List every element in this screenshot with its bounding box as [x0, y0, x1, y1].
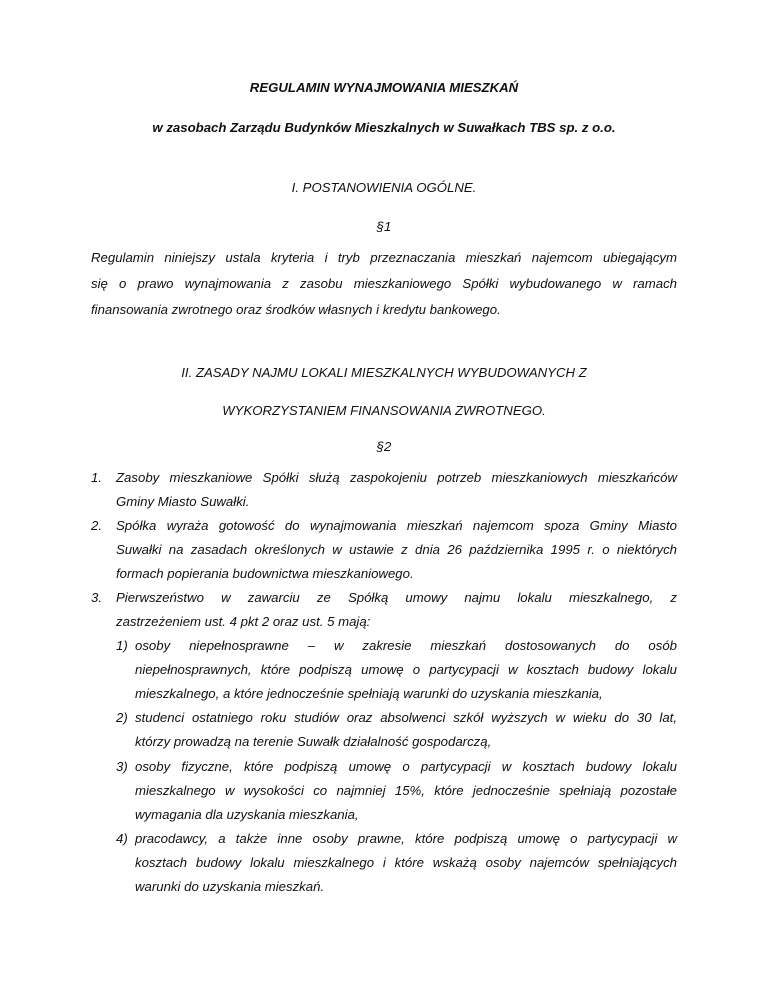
- subitem-text-line: wymagania dla uzyskania mieszkania,: [135, 807, 359, 822]
- subitem-text-line: studenci ostatniego roku studiów oraz absolwenci szkół wyższych w wieku do 30 lat,: [135, 710, 677, 725]
- subitem-text-line: którzy prowadzą na terenie Suwałk działalność gospodarczą,: [135, 734, 492, 749]
- subitem-text-line: osoby fizyczne, które podpiszą umowę o partycypacji w kosztach budowy lokalu: [135, 759, 677, 774]
- subitem-text-line: osoby niepełnosprawne – w zakresie mieszkań dostosowanych do osób: [135, 638, 677, 653]
- section-2-heading-continued: WYKORZYSTANIEM FINANSOWANIA ZWROTNEGO.: [222, 403, 546, 418]
- subitem-number: 3): [116, 759, 128, 774]
- item-text-line: Gminy Miasto Suwałki.: [116, 494, 250, 509]
- item-number: 1.: [91, 470, 102, 485]
- section-1-text-line: finansowania zwrotnego oraz środków własnych i kredytu bankowego.: [91, 302, 501, 317]
- subitem-text-line: mieszkalnego, a które jednocześnie spełniają warunki do uzyskania mieszkania,: [135, 686, 603, 701]
- subitem-number: 1): [116, 638, 128, 653]
- section-2-heading: II. ZASADY NAJMU LOKALI MIESZKALNYCH WYBUDOWANYCH Z: [181, 365, 587, 380]
- item-number: 2.: [91, 518, 102, 533]
- document-subtitle: w zasobach Zarządu Budynków Mieszkalnych w Suwałkach TBS sp. z o.o.: [152, 120, 616, 135]
- item-text-line: Pierwszeństwo w zawarciu ze Spółką umowy najmu lokalu mieszkalnego, z: [116, 590, 677, 605]
- item-number: 3.: [91, 590, 102, 605]
- section-2-paragraph-mark: §2: [376, 439, 392, 454]
- item-text-line: Spółka wyraża gotowość do wynajmowania mieszkań najemcom spoza Gminy Miasto: [116, 518, 677, 533]
- item-text-line: formach popierania budownictwa mieszkaniowego.: [116, 566, 414, 581]
- section-1-paragraph-mark: §1: [376, 219, 392, 234]
- section-1-text-line: się o prawo wynajmowania z zasobu mieszkaniowego Spółki wybudowanego w ramach: [91, 276, 677, 291]
- subitem-number: 4): [116, 831, 128, 846]
- item-text-line: zastrzeżeniem ust. 4 pkt 2 oraz ust. 5 mają:: [116, 614, 371, 629]
- subitem-text-line: pracodawcy, a także inne osoby prawne, które podpiszą umowę o partycypacji w: [135, 831, 677, 846]
- section-1-text-line: Regulamin niniejszy ustala kryteria i tryb przeznaczania mieszkań najemcom ubiegającym: [91, 250, 677, 265]
- subitem-text-line: mieszkalnego w wysokości co najmniej 15%, które jednocześnie spełniają pozostałe: [135, 783, 677, 798]
- item-text-line: Suwałki na zasadach określonych w ustawie z dnia 26 października 1995 r. o niektórych: [116, 542, 677, 557]
- section-1-heading: I. POSTANOWIENIA OGÓLNE.: [291, 180, 477, 195]
- subitem-text-line: kosztach budowy lokalu mieszkalnego i które wskażą osoby najemców spełniających: [135, 855, 677, 870]
- subitem-number: 2): [116, 710, 128, 725]
- document-title: REGULAMIN WYNAJMOWANIA MIESZKAŃ: [249, 80, 519, 95]
- subitem-text-line: warunki do uzyskania mieszkań.: [135, 879, 325, 894]
- item-text-line: Zasoby mieszkaniowe Spółki służą zaspokojeniu potrzeb mieszkaniowych mieszkańców: [116, 470, 677, 485]
- subitem-text-line: niepełnosprawnych, które podpiszą umowę o partycypacji w kosztach budowy lokalu: [135, 662, 677, 677]
